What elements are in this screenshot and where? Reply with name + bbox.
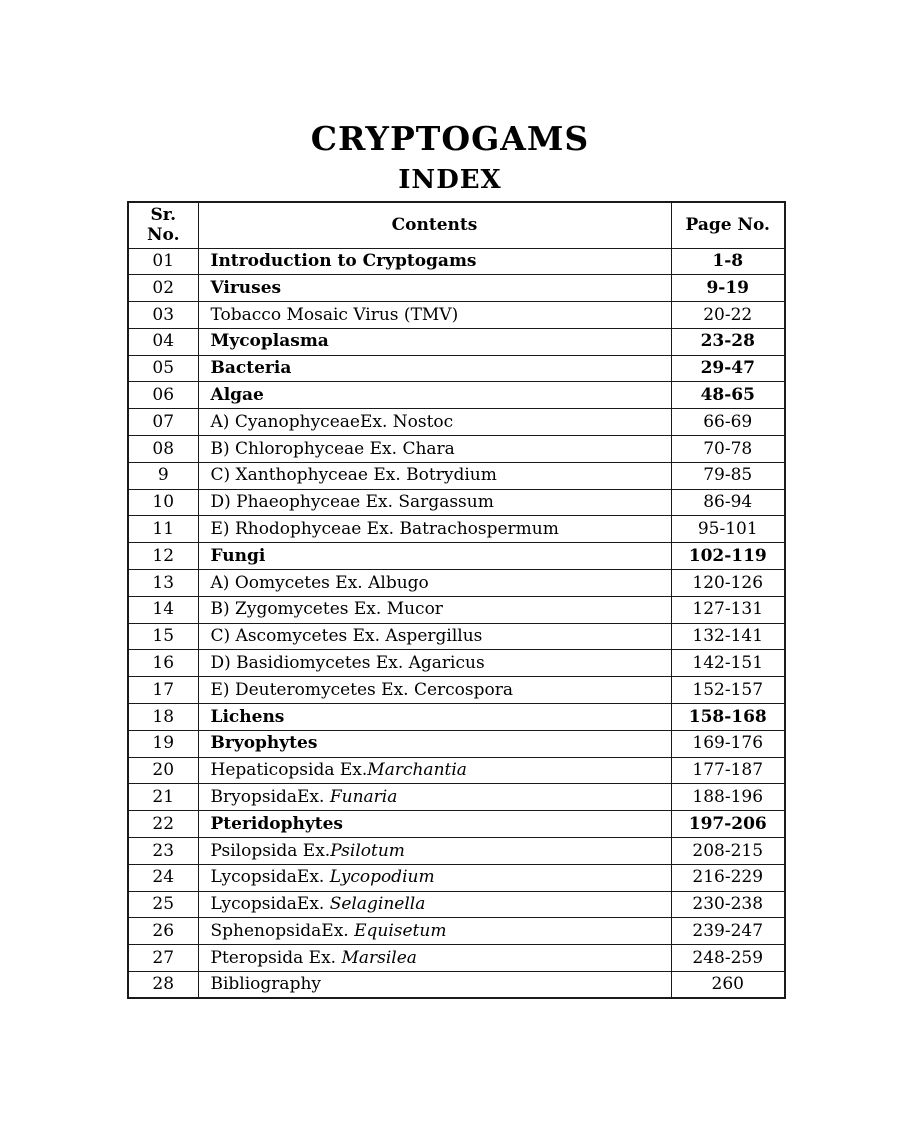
page-no-cell: 197-206: [671, 811, 785, 838]
page-no-cell: 66-69: [671, 409, 785, 436]
contents-text: Introduction to Cryptogams: [210, 251, 477, 272]
table-row: [128, 409, 785, 436]
page-no-cell: 142-151: [671, 650, 785, 677]
sr-no-cell: 05: [128, 355, 198, 382]
contents-text: Mycoplasma: [210, 331, 329, 352]
table-row: [128, 811, 785, 838]
sr-no-cell: 03: [128, 302, 198, 329]
header-sr-no: [128, 202, 198, 248]
contents-cell: [198, 248, 671, 275]
contents-text: LycopsidaEx.: [210, 867, 330, 888]
contents-text: Algae: [210, 385, 264, 406]
page-no-cell: 260: [671, 972, 785, 999]
sr-no-cell: 14: [128, 596, 198, 623]
table-row: [128, 864, 785, 891]
contents-text: SphenopsidaEx.: [210, 920, 355, 941]
sr-no-cell: 01: [128, 248, 198, 275]
contents-cell: [198, 489, 671, 516]
page-no-cell: 230-238: [671, 891, 785, 918]
page-no-cell: 152-157: [671, 677, 785, 704]
contents-cell: [198, 462, 671, 489]
page-no-cell: 120-126: [671, 570, 785, 597]
table-row: [128, 382, 785, 409]
contents-text: BryopsidaEx.: [210, 786, 330, 807]
table-row: [128, 543, 785, 570]
table-row: [128, 355, 785, 382]
contents-cell: [198, 945, 671, 972]
sr-no-cell: 08: [128, 436, 198, 463]
contents-text-italic: Lycopodium: [329, 867, 435, 888]
contents-cell: [198, 382, 671, 409]
table-row: [128, 516, 785, 543]
contents-text: Psilopsida Ex.: [210, 840, 331, 861]
table-row: [128, 248, 785, 275]
table-row: [128, 623, 785, 650]
contents-text: E) Deuteromycetes Ex. Cercospora: [210, 679, 514, 700]
page-no-cell: 95-101: [671, 516, 785, 543]
table-head: [128, 202, 785, 248]
sr-no-cell: 28: [128, 972, 198, 999]
header-page-no: Page No.: [671, 202, 785, 248]
sr-no-cell: 02: [128, 275, 198, 302]
contents-cell: [198, 784, 671, 811]
sr-no-cell: 26: [128, 918, 198, 945]
table-row: [128, 704, 785, 731]
contents-cell: [198, 864, 671, 891]
page-no-cell: 208-215: [671, 838, 785, 865]
sr-no-cell: 13: [128, 570, 198, 597]
contents-text: Bibliography: [210, 974, 321, 995]
header-contents: Contents: [198, 202, 671, 248]
page-no-cell: 29-47: [671, 355, 785, 382]
table-row: [128, 945, 785, 972]
contents-cell: [198, 704, 671, 731]
contents-cell: [198, 570, 671, 597]
contents-cell: [198, 891, 671, 918]
table-row: [128, 596, 785, 623]
page-no-cell: 23-28: [671, 328, 785, 355]
page-no-cell: 1-8: [671, 248, 785, 275]
page-no-cell: 169-176: [671, 730, 785, 757]
index-table: [127, 201, 786, 999]
sr-no-cell: 17: [128, 677, 198, 704]
page-no-cell: 127-131: [671, 596, 785, 623]
contents-text: Fungi: [210, 545, 266, 566]
sr-no-cell: 12: [128, 543, 198, 570]
contents-text-italic: Funaria: [329, 786, 398, 807]
contents-cell: [198, 302, 671, 329]
contents-text: Bacteria: [210, 358, 292, 379]
contents-cell: [198, 328, 671, 355]
contents-cell: [198, 436, 671, 463]
table-row: [128, 328, 785, 355]
page-no-cell: 216-229: [671, 864, 785, 891]
page-no-cell: 239-247: [671, 918, 785, 945]
sr-no-cell: 24: [128, 864, 198, 891]
contents-text: Hepaticopsida Ex.: [210, 760, 368, 781]
page-no-cell: 70-78: [671, 436, 785, 463]
table-row: [128, 570, 785, 597]
table-row: [128, 891, 785, 918]
contents-text: LycopsidaEx.: [210, 894, 330, 915]
table-row: [128, 650, 785, 677]
contents-cell: [198, 838, 671, 865]
sr-no-cell: 10: [128, 489, 198, 516]
table-row: [128, 918, 785, 945]
table-row: [128, 972, 785, 999]
table-row: [128, 462, 785, 489]
sr-no-cell: 16: [128, 650, 198, 677]
header-sr-line1: Sr.: [150, 204, 177, 225]
sr-no-cell: 22: [128, 811, 198, 838]
contents-text: B) Chlorophyceae Ex. Chara: [210, 438, 455, 459]
table-header-row: [128, 202, 785, 248]
page-no-cell: 188-196: [671, 784, 785, 811]
sr-no-cell: 27: [128, 945, 198, 972]
sr-no-cell: 25: [128, 891, 198, 918]
sr-no-cell: 04: [128, 328, 198, 355]
contents-cell: [198, 275, 671, 302]
sr-no-cell: 06: [128, 382, 198, 409]
contents-text-italic: Selaginella: [329, 894, 426, 915]
contents-cell: [198, 677, 671, 704]
contents-text: Bryophytes: [210, 733, 318, 754]
contents-cell: [198, 409, 671, 436]
contents-text-italic: Marsilea: [341, 947, 417, 968]
index-heading: INDEX: [398, 165, 502, 195]
contents-text-italic: Equisetum: [354, 920, 447, 941]
contents-text: Pteropsida Ex.: [210, 947, 342, 968]
sr-no-cell: 15: [128, 623, 198, 650]
table-row: [128, 677, 785, 704]
page-no-cell: 20-22: [671, 302, 785, 329]
sr-no-cell: 23: [128, 838, 198, 865]
page-no-cell: 48-65: [671, 382, 785, 409]
contents-text: E) Rhodophyceae Ex. Batrachospermum: [210, 519, 559, 539]
contents-cell: [198, 355, 671, 382]
sr-no-cell: 07: [128, 409, 198, 436]
contents-cell: [198, 596, 671, 623]
contents-cell: [198, 972, 671, 999]
page-no-cell: 79-85: [671, 462, 785, 489]
table-row: [128, 489, 785, 516]
contents-text: A) CyanophyceaeEx. Nostoc: [210, 411, 454, 432]
page-no-cell: 177-187: [671, 757, 785, 784]
table-body: [128, 248, 785, 998]
contents-text-italic: Psilotum: [330, 840, 405, 861]
contents-text: D) Phaeophyceae Ex. Sargassum: [210, 492, 494, 513]
sr-no-cell: 20: [128, 757, 198, 784]
contents-cell: [198, 623, 671, 650]
contents-text: A) Oomycetes Ex. Albugo: [210, 572, 429, 593]
table-row: [128, 436, 785, 463]
table-row: [128, 757, 785, 784]
page-no-cell: 132-141: [671, 623, 785, 650]
table-row: [128, 302, 785, 329]
table-row: [128, 838, 785, 865]
contents-cell: [198, 811, 671, 838]
sr-no-cell: 18: [128, 704, 198, 731]
contents-text: Tobacco Mosaic Virus (TMV): [210, 304, 459, 325]
page-no-cell: 158-168: [671, 704, 785, 731]
contents-cell: [198, 918, 671, 945]
page-no-cell: 86-94: [671, 489, 785, 516]
page-no-cell: 9-19: [671, 275, 785, 302]
contents-cell: [198, 730, 671, 757]
page-no-cell: 248-259: [671, 945, 785, 972]
contents-text: Viruses: [210, 277, 282, 298]
contents-cell: [198, 543, 671, 570]
contents-text: C) Ascomycetes Ex. Aspergillus: [210, 626, 483, 647]
contents-text-italic: Marchantia: [367, 760, 467, 781]
contents-cell: [198, 516, 671, 543]
table-row: [128, 784, 785, 811]
sr-no-cell: 19: [128, 730, 198, 757]
contents-text: C) Xanthophyceae Ex. Botrydium: [210, 465, 497, 486]
sr-no-cell: 9: [128, 462, 198, 489]
page-no-cell: 102-119: [671, 543, 785, 570]
contents-text: Lichens: [210, 706, 285, 727]
sr-no-cell: 11: [128, 516, 198, 543]
contents-cell: [198, 757, 671, 784]
contents-text: Pteridophytes: [210, 813, 343, 834]
sr-no-cell: 21: [128, 784, 198, 811]
page-title: CRYPTOGAMS: [310, 119, 590, 158]
table-row: [128, 275, 785, 302]
contents-text: B) Zygomycetes Ex. Mucor: [210, 599, 443, 620]
table-row: [128, 730, 785, 757]
contents-text: D) Basidiomycetes Ex. Agaricus: [210, 652, 485, 673]
contents-cell: [198, 650, 671, 677]
header-sr-line2: No.: [147, 225, 180, 246]
